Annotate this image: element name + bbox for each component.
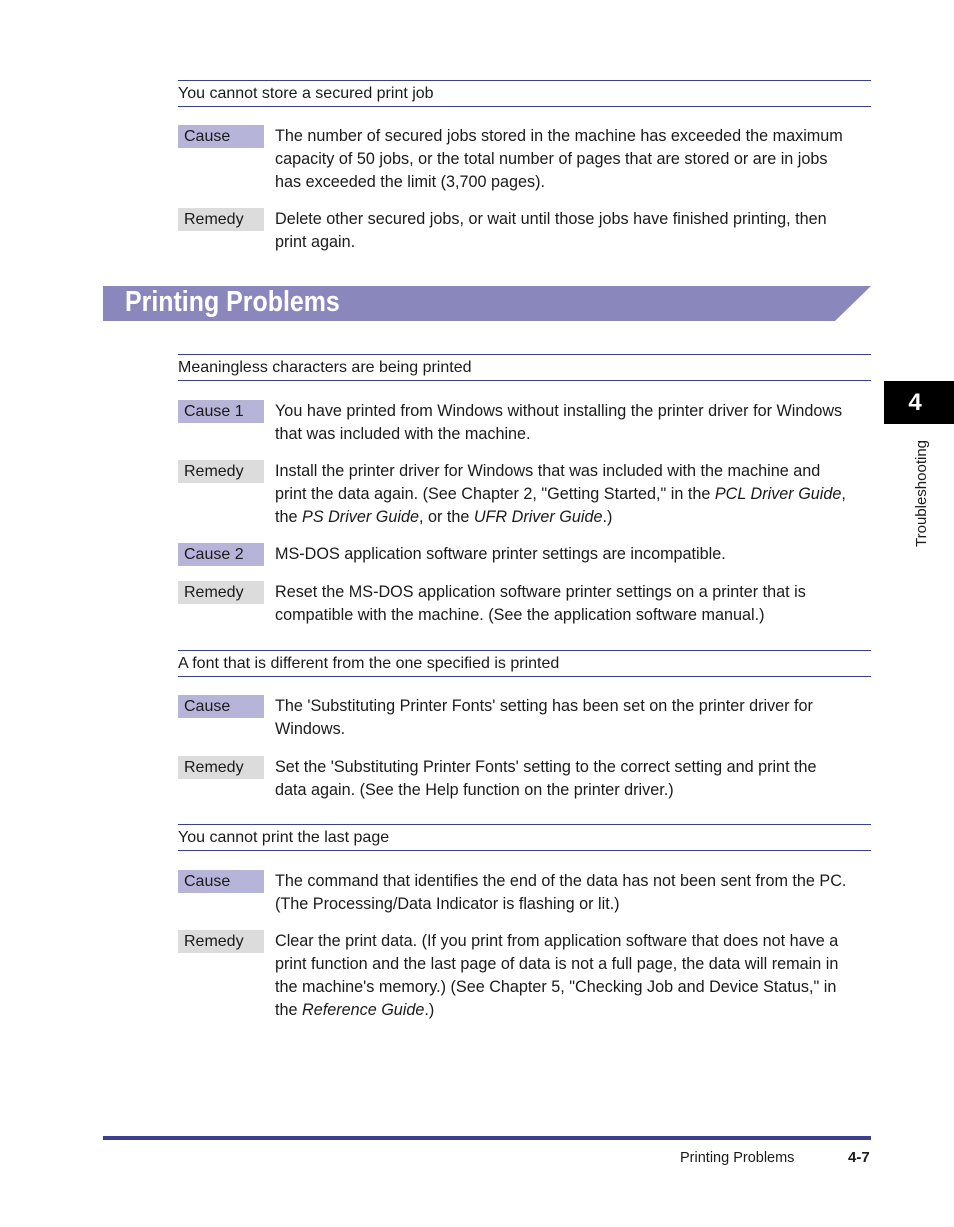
remedy1-label: Remedy xyxy=(178,460,264,483)
font-remedy-text: Set the 'Substituting Printer Fonts' setting to the correct setting and print the data again. (See the Help function on the printer driver.) xyxy=(275,758,817,799)
lastpage-remedy-label: Remedy xyxy=(178,930,264,953)
font-heading-rule-top xyxy=(178,650,871,651)
ps-driver-guide-ref: PS Driver Guide xyxy=(302,508,419,526)
footer-page-number: 4-7 xyxy=(848,1149,870,1166)
meaningless-heading: Meaningless characters are being printed xyxy=(178,359,472,376)
lastpage-heading-rule-bottom xyxy=(178,850,871,851)
lastpage-heading-rule-top xyxy=(178,824,871,825)
remedy1-text: Install the printer driver for Windows that was included with the machine and print the data again. (See Chapter 2, "Getting Started," in the PCL Driver Guide, the PS Driver Guide, or the UFR Driver Guide.) xyxy=(275,462,846,526)
section-title: Printing Problems xyxy=(125,286,340,318)
secured-heading-rule-bottom xyxy=(178,106,871,107)
remedy2-text: Reset the MS-DOS application software printer settings on a printer that is compatible with the machine. (See the application software manual.) xyxy=(275,583,806,624)
cause1-label: Cause 1 xyxy=(178,400,264,423)
reference-guide-ref: Reference Guide xyxy=(302,1001,425,1019)
footer-section-name: Printing Problems xyxy=(680,1150,795,1166)
cause-text: The number of secured jobs stored in the machine has exceeded the maximum capacity of 50 jobs, or the total number of pages that are stored or are in jobs has exceeded the limit (3,700 pages). xyxy=(275,127,843,191)
secured-heading-rule-top xyxy=(178,80,871,81)
lastpage-cause-label: Cause xyxy=(178,870,264,893)
font-cause-label: Cause xyxy=(178,695,264,718)
ufr-driver-guide-ref: UFR Driver Guide xyxy=(473,508,603,526)
meaningless-heading-rule-top xyxy=(178,354,871,355)
lastpage-remedy-text: Clear the print data. (If you print from application software that does not have a print function and the last page of data is not a full page, the data will remain in the machine's memory.) (See Chapter 5, "Checking Job and Device Status," in the Reference Guide.) xyxy=(275,932,839,1019)
font-heading-rule-bottom xyxy=(178,676,871,677)
remedy-label: Remedy xyxy=(178,208,264,231)
secured-heading: You cannot store a secured print job xyxy=(178,85,434,102)
chapter-number: 4 xyxy=(908,389,922,416)
cause2-label: Cause 2 xyxy=(178,543,264,566)
cause1-text: You have printed from Windows without installing the printer driver for Windows that was included with the machine. xyxy=(275,402,843,443)
cause-label: Cause xyxy=(178,125,264,148)
font-heading: A font that is different from the one specified is printed xyxy=(178,655,560,672)
font-cause-text: The 'Substituting Printer Fonts' setting has been set on the printer driver for Windows. xyxy=(275,697,813,738)
chapter-label: Troubleshooting xyxy=(913,439,930,547)
remedy-text: Delete other secured jobs, or wait until those jobs have finished printing, then print again. xyxy=(275,210,827,251)
chapter-tab xyxy=(884,381,954,424)
pcl-driver-guide-ref: PCL Driver Guide xyxy=(714,485,842,503)
cause2-text: MS-DOS application software printer settings are incompatible. xyxy=(275,545,726,563)
footer-rule xyxy=(103,1136,871,1140)
remedy2-label: Remedy xyxy=(178,581,264,604)
lastpage-heading: You cannot print the last page xyxy=(178,829,390,846)
font-remedy-label: Remedy xyxy=(178,756,264,779)
meaningless-heading-rule-bottom xyxy=(178,380,871,381)
lastpage-cause-text: The command that identifies the end of the data has not been sent from the PC. (The Processing/Data Indicator is flashing or lit.) xyxy=(275,872,847,913)
